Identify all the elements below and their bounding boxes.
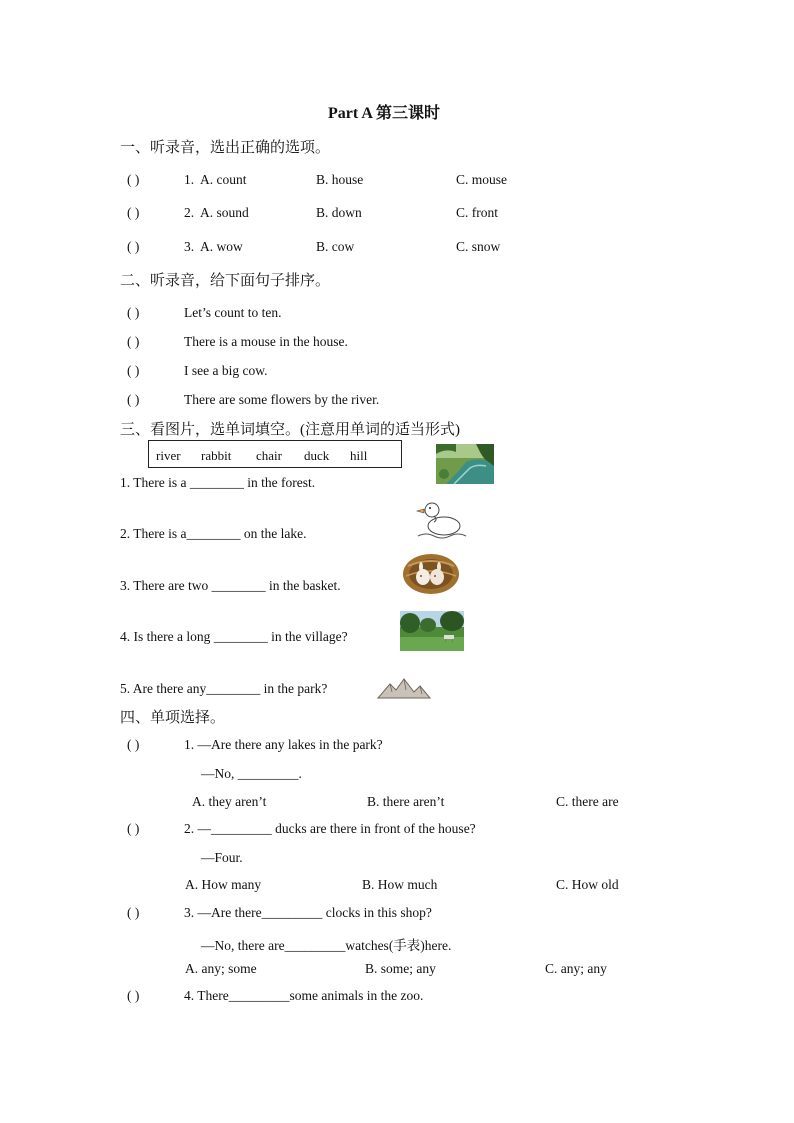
park-picture xyxy=(400,611,464,651)
option-a: A. count xyxy=(200,172,247,187)
sentence-item: I see a big cow. xyxy=(184,363,268,378)
option-b: B. some; any xyxy=(365,961,436,976)
question-number: 3. xyxy=(184,239,195,254)
question-text: 4. There_________some animals in the zoo. xyxy=(184,988,424,1003)
question-number: 2. xyxy=(184,205,195,220)
word-bank-word: duck xyxy=(304,448,330,463)
answer-blank[interactable]: ( ) xyxy=(127,334,140,349)
fill-blank-sentence: 1. There is a ________ in the forest. xyxy=(120,475,316,490)
word-bank-word: hill xyxy=(350,448,368,463)
river-picture xyxy=(436,444,494,484)
section-1-heading: 一、听录音，选出正确的选项。 xyxy=(120,140,331,156)
answer-blank[interactable]: ( ) xyxy=(127,737,140,752)
answer-blank[interactable]: ( ) xyxy=(127,172,140,187)
fill-blank-sentence: 2. There is a________ on the lake. xyxy=(120,526,307,541)
option-a: A. How many xyxy=(185,877,262,892)
option-a: A. sound xyxy=(200,205,249,220)
answer-blank[interactable]: ( ) xyxy=(127,905,140,920)
rabbits-in-basket-picture xyxy=(402,552,460,596)
fill-blank-sentence: 3. There are two ________ in the basket. xyxy=(120,578,341,593)
option-b: B. How much xyxy=(362,877,438,892)
answer-blank[interactable]: ( ) xyxy=(127,988,140,1003)
question-number: 1. xyxy=(184,172,195,187)
question-text: 1. —Are there any lakes in the park? xyxy=(184,737,383,752)
option-a: A. wow xyxy=(200,239,243,254)
option-b: B. house xyxy=(316,172,364,187)
page-title: Part A 第三课时 xyxy=(328,105,440,122)
fill-blank-sentence: 5. Are there any________ in the park? xyxy=(120,681,328,696)
word-bank-word: rabbit xyxy=(201,448,232,463)
option-c: C. any; any xyxy=(545,961,607,976)
section-3-heading: 三、看图片，选单词填空。(注意用单词的适当形式) xyxy=(120,422,460,438)
hills-picture xyxy=(376,676,432,700)
answer-blank[interactable]: ( ) xyxy=(127,392,140,407)
answer-blank[interactable]: ( ) xyxy=(127,205,140,220)
option-b: B. there aren’t xyxy=(367,794,445,809)
option-a: A. they aren’t xyxy=(192,794,267,809)
sentence-item: There are some flowers by the river. xyxy=(184,392,380,407)
answer-blank[interactable]: ( ) xyxy=(127,305,140,320)
question-text: 2. —_________ ducks are there in front of the house? xyxy=(184,821,476,836)
option-c: C. mouse xyxy=(456,172,508,187)
option-b: B. cow xyxy=(316,239,355,254)
option-c: C. snow xyxy=(456,239,501,254)
option-c: C. front xyxy=(456,205,498,220)
answer-blank[interactable]: ( ) xyxy=(127,239,140,254)
question-text: 3. —Are there_________ clocks in this shop? xyxy=(184,905,432,920)
option-b: B. down xyxy=(316,205,362,220)
word-bank-box xyxy=(148,440,402,468)
section-2-heading: 二、听录音，给下面句子排序。 xyxy=(120,273,331,289)
sentence-item: There is a mouse in the house. xyxy=(184,334,348,349)
sentence-item: Let’s count to ten. xyxy=(184,305,282,320)
question-answer-line: —No, _________. xyxy=(201,766,302,781)
option-c: C. there are xyxy=(556,794,619,809)
answer-blank[interactable]: ( ) xyxy=(127,821,140,836)
question-answer-line: —No, there are_________watches(手表)here. xyxy=(201,938,452,953)
option-c: C. How old xyxy=(556,877,619,892)
option-a: A. any; some xyxy=(185,961,257,976)
section-4-heading: 四、单项选择。 xyxy=(120,710,226,726)
word-bank-word: chair xyxy=(256,448,282,463)
question-answer-line: —Four. xyxy=(201,850,243,865)
fill-blank-sentence: 4. Is there a long ________ in the village? xyxy=(120,629,348,644)
answer-blank[interactable]: ( ) xyxy=(127,363,140,378)
duck-picture xyxy=(412,496,468,540)
word-bank-word: river xyxy=(156,448,181,463)
